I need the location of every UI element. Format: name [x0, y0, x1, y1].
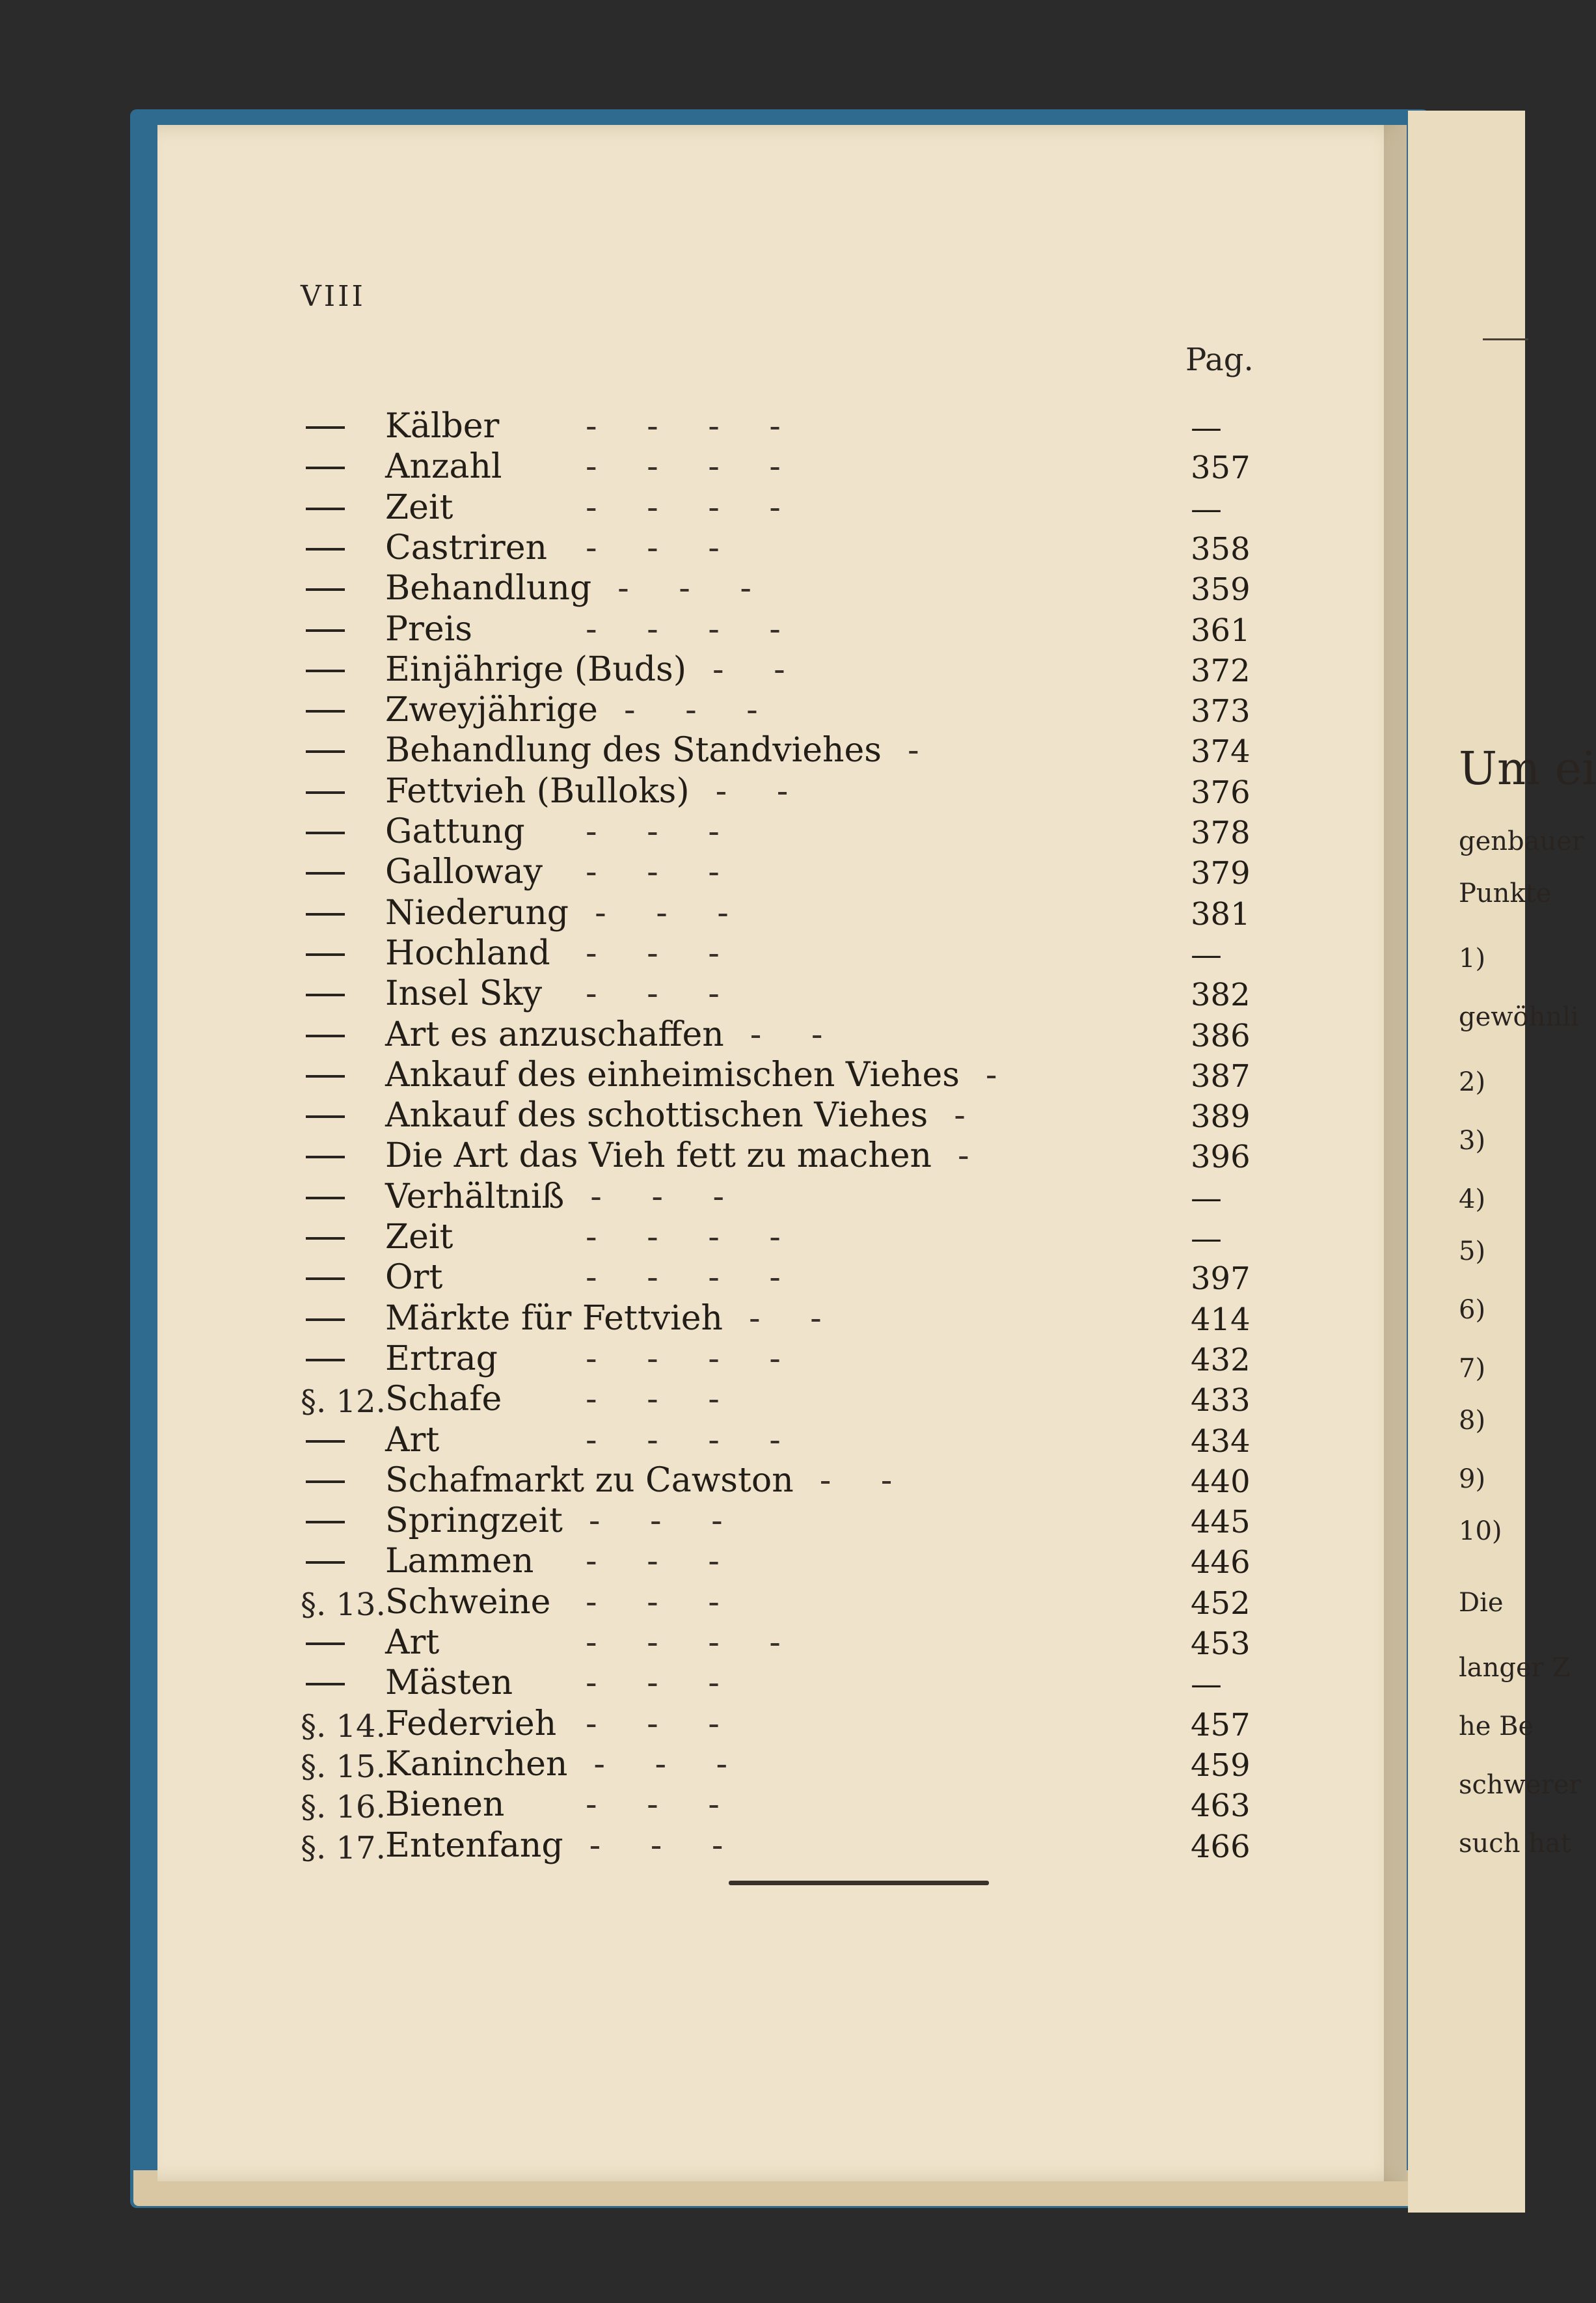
- toc-page-number: 457: [1191, 1706, 1251, 1743]
- toc-row: [0, 1583, 1249, 1623]
- toc-label: Lammen: [385, 1542, 534, 1581]
- toc-label: Kaninchen: [385, 1744, 568, 1784]
- toc-page-number: 432: [1191, 1341, 1251, 1378]
- toc-row: [0, 407, 1249, 447]
- toc-dash: [306, 1642, 345, 1645]
- toc-label: Ankauf des einheimischen Viehes: [385, 1055, 960, 1095]
- right-page-text-fragment: he Be: [1459, 1711, 1534, 1741]
- toc-dash: [306, 1521, 345, 1523]
- right-page-text-fragment: 1): [1459, 944, 1486, 974]
- toc-leader-dots: -: [908, 731, 939, 770]
- toc-row: [0, 1745, 1249, 1785]
- toc-leader-dots: - - -: [586, 974, 739, 1014]
- toc-page-number: 373: [1191, 693, 1251, 730]
- toc-leader-dots: - - -: [586, 1785, 739, 1825]
- toc-leader-dots: - - -: [623, 690, 778, 730]
- toc-row: [0, 893, 1249, 934]
- toc-page-number: 376: [1191, 774, 1251, 811]
- toc-section-number: §. 15.: [301, 1748, 386, 1785]
- toc-label: Hochland: [385, 933, 550, 973]
- right-page-text-fragment: 6): [1459, 1295, 1486, 1325]
- toc-leader-dots: - - -: [617, 569, 771, 608]
- toc-page-number: —: [1191, 409, 1222, 446]
- toc-row: [0, 569, 1249, 609]
- toc-label: Art: [385, 1420, 440, 1460]
- toc-leader-dots: - - -: [590, 1177, 744, 1216]
- toc-dash: [306, 629, 345, 632]
- toc-label: Federvieh: [385, 1704, 557, 1743]
- toc-section-number: §. 14.: [301, 1708, 386, 1745]
- toc-dash: [306, 1237, 345, 1240]
- right-page-text-fragment: Punkte: [1459, 879, 1552, 908]
- toc-dash: [306, 670, 345, 672]
- toc-page-number: 374: [1191, 733, 1251, 770]
- toc-row: [0, 1663, 1249, 1704]
- toc-page-number: 378: [1191, 815, 1251, 851]
- toc-page-number: 379: [1191, 855, 1251, 892]
- toc-dash: [306, 791, 345, 794]
- toc-leader-dots: -: [954, 1096, 985, 1136]
- toc-row: [0, 772, 1249, 812]
- right-page-text-fragment: Um ei: [1459, 742, 1596, 795]
- toc-label: Art: [385, 1623, 440, 1662]
- toc-row: [0, 1826, 1249, 1866]
- toc-label: Castriren: [385, 528, 547, 567]
- toc-row: [0, 488, 1249, 528]
- toc-label: Galloway: [385, 852, 543, 892]
- toc-page-number: 414: [1191, 1301, 1251, 1338]
- toc-row: [0, 1015, 1249, 1056]
- toc-dash: [306, 508, 345, 510]
- toc-leader-dots: - - -: [586, 1582, 739, 1622]
- toc-page-number: 396: [1191, 1139, 1251, 1176]
- toc-dash: [306, 953, 345, 956]
- toc-row: [0, 1623, 1249, 1663]
- toc-page-number: —: [1191, 1220, 1222, 1257]
- toc-leader-dots: - - - -: [586, 447, 800, 487]
- toc-page-number: 459: [1191, 1747, 1251, 1784]
- toc-page-number: 358: [1191, 530, 1251, 567]
- toc-page-number: 463: [1191, 1788, 1251, 1825]
- toc-label: Ort: [385, 1258, 443, 1298]
- toc-dash: [306, 1318, 345, 1321]
- toc-dash: [306, 426, 345, 429]
- toc-leader-dots: - - -: [586, 528, 739, 567]
- toc-row: [0, 1339, 1249, 1380]
- toc-dash: [306, 872, 345, 875]
- toc-leader-dots: -: [957, 1136, 989, 1176]
- toc-label: Bienen: [385, 1785, 505, 1825]
- toc-leader-dots: - - -: [586, 1380, 739, 1419]
- right-page-text-fragment: 3): [1459, 1126, 1486, 1156]
- toc-row: [0, 812, 1249, 852]
- toc-label: Behandlung: [385, 569, 592, 608]
- toc-dash: [306, 1359, 345, 1361]
- toc-page-number: 389: [1191, 1098, 1251, 1136]
- page-number: VIII: [301, 280, 366, 313]
- toc-row: [0, 1785, 1249, 1825]
- toc-leader-dots: - - -: [586, 1704, 739, 1743]
- toc-page-number: 446: [1191, 1544, 1251, 1581]
- right-page-text-fragment: 4): [1459, 1184, 1486, 1214]
- toc-row: [0, 852, 1249, 893]
- toc-leader-dots: - - -: [588, 1501, 742, 1541]
- toc-section-number: §. 16.: [301, 1789, 386, 1826]
- toc-label: Springzeit: [385, 1501, 563, 1541]
- right-page-text-fragment: gewöhnli: [1459, 1002, 1579, 1032]
- toc-row: [0, 1299, 1249, 1339]
- toc-page-number: 359: [1191, 571, 1251, 608]
- toc-label: Fettvieh (Bulloks): [385, 771, 690, 811]
- toc-page-number: 434: [1191, 1423, 1251, 1460]
- toc-page-number: 440: [1191, 1463, 1251, 1500]
- toc-dash: [306, 1156, 345, 1158]
- right-page: [1408, 111, 1596, 2213]
- toc-row: [0, 1704, 1249, 1745]
- toc-row: [0, 731, 1249, 771]
- right-page-text-fragment: langer Z: [1459, 1653, 1571, 1683]
- toc-label: Gattung: [385, 812, 525, 851]
- toc-page-number: 453: [1191, 1626, 1251, 1662]
- toc-leader-dots: - - -: [586, 1542, 739, 1581]
- toc-leader-dots: - - - -: [586, 1623, 800, 1662]
- toc-dash: [306, 467, 345, 469]
- toc-row: [0, 1501, 1249, 1542]
- right-page-rule: [1483, 338, 1528, 340]
- toc-label: Schafmarkt zu Cawston: [385, 1460, 794, 1500]
- toc-label: Preis: [385, 609, 472, 649]
- toc-dash: [306, 1561, 345, 1564]
- toc-leader-dots: - - - -: [586, 1339, 800, 1378]
- toc-page-number: 357: [1191, 450, 1251, 487]
- right-page-text-fragment: 2): [1459, 1067, 1486, 1097]
- toc-dash: [306, 548, 345, 551]
- toc-section-number: §. 13.: [301, 1586, 386, 1623]
- toc-row: [0, 1177, 1249, 1218]
- toc-page-number: 386: [1191, 1017, 1251, 1054]
- toc-row: [0, 1218, 1249, 1258]
- toc-row: [0, 650, 1249, 690]
- toc-row: [0, 1096, 1249, 1136]
- toc-leader-dots: - -: [749, 1298, 841, 1338]
- toc-label: Schafe: [385, 1380, 502, 1419]
- right-page-text-fragment: 5): [1459, 1236, 1486, 1266]
- toc-leader-dots: - - -: [586, 1663, 739, 1703]
- toc-leader-dots: - - -: [586, 812, 739, 851]
- toc-leader-dots: - -: [712, 649, 805, 689]
- right-page-text-fragment: 8): [1459, 1406, 1486, 1436]
- toc-dash: [306, 994, 345, 996]
- toc-leader-dots: - - - -: [586, 609, 800, 649]
- right-page-text-fragment: such hat: [1459, 1829, 1571, 1859]
- toc-label: Behandlung des Standviehes: [385, 731, 882, 770]
- toc-label: Niederung: [385, 893, 569, 933]
- toc-dash: [306, 1277, 345, 1280]
- toc-section-number: §. 17.: [301, 1829, 386, 1866]
- toc-leader-dots: - - -: [593, 1744, 748, 1784]
- toc-page-number: —: [1191, 1666, 1222, 1703]
- toc-leader-dots: - - - -: [586, 407, 800, 446]
- toc-label: Zeit: [385, 487, 453, 527]
- toc-label: Ankauf des schottischen Viehes: [385, 1096, 928, 1136]
- toc-leader-dots: - -: [715, 771, 808, 811]
- right-page-text-fragment: genbauer: [1459, 826, 1585, 856]
- toc-dash: [306, 1197, 345, 1199]
- toc-label: Zeit: [385, 1218, 453, 1257]
- toc-page-number: 433: [1191, 1382, 1251, 1419]
- toc-label: Zweyjährige: [385, 690, 598, 730]
- toc-row: [0, 1421, 1249, 1461]
- toc-section-number: §. 12.: [301, 1383, 386, 1421]
- toc-leader-dots: - -: [750, 1015, 843, 1054]
- toc-dash: [306, 1035, 345, 1037]
- right-page-text-fragment: 10): [1459, 1516, 1502, 1546]
- toc-dash: [306, 710, 345, 713]
- toc-dash: [306, 588, 345, 591]
- right-page-text-fragment: Die: [1459, 1588, 1504, 1618]
- toc-page-number: 445: [1191, 1504, 1251, 1541]
- toc-leader-dots: - -: [819, 1460, 912, 1500]
- page-column-header: Pag.: [1185, 342, 1254, 378]
- toc-row: [0, 528, 1249, 569]
- toc-row: [0, 934, 1249, 974]
- toc-leader-dots: - - - -: [586, 1258, 800, 1298]
- toc-label: Einjährige (Buds): [385, 649, 687, 689]
- end-rule: [729, 1881, 989, 1885]
- toc-page-number: 372: [1191, 652, 1251, 689]
- toc-page-number: 387: [1191, 1057, 1251, 1095]
- toc-label: Anzahl: [385, 447, 502, 487]
- toc-row: [0, 1136, 1249, 1177]
- toc-dash: [306, 1075, 345, 1078]
- toc-label: Märkte für Fettvieh: [385, 1298, 724, 1338]
- toc-leader-dots: - - - -: [586, 1420, 800, 1460]
- toc-dash: [306, 1115, 345, 1118]
- toc-leader-dots: - - -: [586, 933, 739, 973]
- toc-row: [0, 690, 1249, 731]
- toc-row: [0, 1056, 1249, 1096]
- toc-page-number: 381: [1191, 895, 1251, 933]
- toc-leader-dots: - - - -: [586, 487, 800, 527]
- toc-label: Verhältniß: [385, 1177, 565, 1216]
- right-page-text-fragment: 7): [1459, 1354, 1486, 1383]
- toc-dash: [306, 832, 345, 834]
- toc-page-number: —: [1191, 936, 1222, 973]
- toc-page-number: 397: [1191, 1261, 1251, 1298]
- toc-page-number: 382: [1191, 977, 1251, 1014]
- toc-row: [0, 974, 1249, 1015]
- toc-label: Entenfang: [385, 1825, 563, 1865]
- toc-page-number: 361: [1191, 612, 1251, 649]
- toc-leader-dots: - - - -: [586, 1218, 800, 1257]
- toc-label: Kälber: [385, 407, 500, 446]
- toc-label: Art es anzuschaffen: [385, 1015, 724, 1054]
- toc-row: [0, 1542, 1249, 1582]
- toc-leader-dots: -: [985, 1055, 1017, 1095]
- toc-leader-dots: - - -: [589, 1825, 743, 1865]
- toc-row: [0, 1258, 1249, 1298]
- toc-row: [0, 610, 1249, 650]
- toc-dash: [306, 913, 345, 916]
- right-page-text-fragment: 9): [1459, 1464, 1486, 1494]
- toc-leader-dots: - - -: [586, 852, 739, 892]
- toc-row: [0, 1461, 1249, 1501]
- toc-page-number: 452: [1191, 1585, 1251, 1622]
- toc-page-number: —: [1191, 1179, 1222, 1216]
- toc-dash: [306, 750, 345, 753]
- toc-label: Insel Sky: [385, 974, 543, 1014]
- toc-row: [0, 1380, 1249, 1420]
- toc-dash: [306, 1440, 345, 1443]
- toc-page-number: —: [1191, 490, 1222, 527]
- toc-label: Die Art das Vieh fett zu machen: [385, 1136, 932, 1176]
- toc-label: Schweine: [385, 1582, 551, 1622]
- toc-leader-dots: - - -: [595, 893, 748, 933]
- right-page-text-fragment: schwerer: [1459, 1770, 1582, 1800]
- toc-dash: [306, 1480, 345, 1483]
- toc-label: Mästen: [385, 1663, 513, 1703]
- toc-dash: [306, 1683, 345, 1685]
- toc-label: Ertrag: [385, 1339, 498, 1378]
- toc-row: [0, 447, 1249, 487]
- toc-page-number: 466: [1191, 1828, 1251, 1865]
